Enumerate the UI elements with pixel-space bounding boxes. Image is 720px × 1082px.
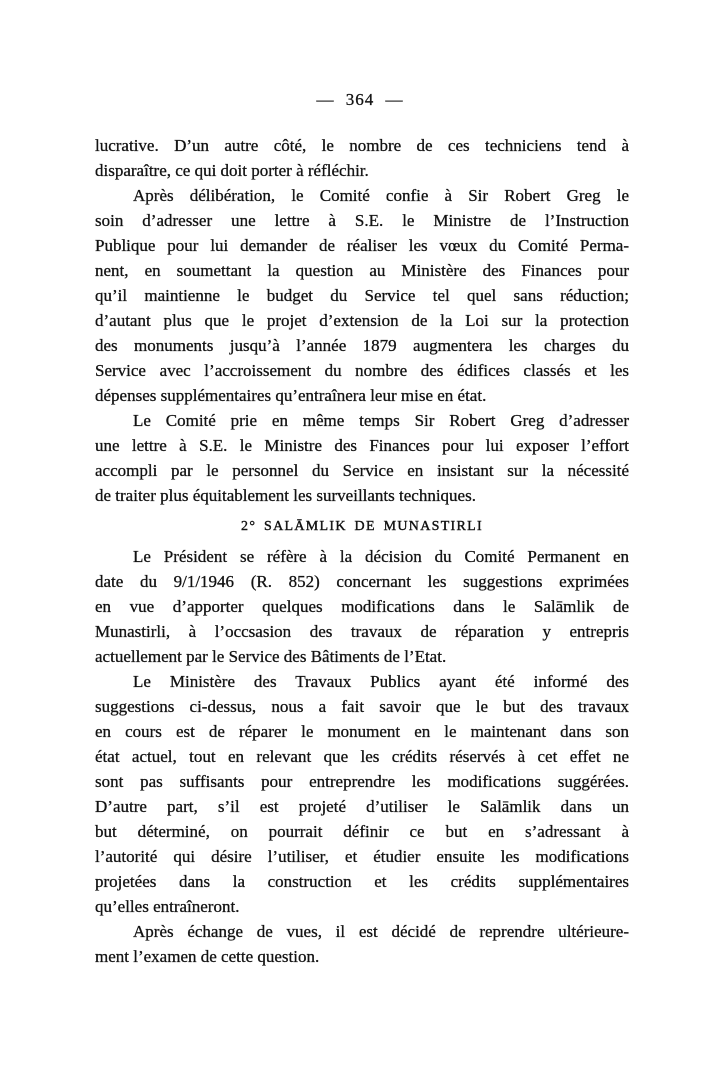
text-line: disparaître, ce qui doit porter à réfléchir. [95, 161, 369, 180]
text-line: but déterminé, on pourrait définir ce but en s’adressant à [95, 822, 629, 841]
paragraph [95, 183, 629, 408]
text-line: Le Comité prie en même temps Sir Robert Greg d’adresser [133, 411, 629, 430]
paragraph [95, 669, 629, 919]
text-line: Après échange de vues, il est décidé de reprendre ultérieure- [133, 922, 629, 941]
text-line: Munastirli, à l’occsasion des travaux de réparation y entrepris [95, 622, 629, 641]
text-line: Le Président se réfère à la décision du Comité Permanent en [133, 547, 629, 566]
text-line: Le Ministère des Travaux Publics ayant été informé des [133, 672, 629, 691]
text-line: une lettre à S.E. le Ministre des Finances pour lui exposer l’effort [95, 436, 629, 455]
text-line: qu’il maintienne le budget du Service tel quel sans réduction; [95, 286, 629, 305]
text-line: en cours est de réparer le monument en le maintenant dans son [95, 722, 629, 741]
text-line: sont pas suffisants pour entreprendre les modifications suggérées. [95, 772, 629, 791]
text-line: projetées dans la construction et les crédits supplémentaires [95, 872, 629, 891]
text-line: ment l’examen de cette question. [95, 947, 320, 966]
text-line: Publique pour lui demander de réaliser les vœux du Comité Perma- [95, 236, 629, 255]
page-number: — 364 — [316, 90, 404, 109]
text-line: accompli par le personnel du Service en insistant sur la nécessité [95, 461, 629, 480]
text-line: Service avec l’accroissement du nombre des édifices classés et les [95, 361, 629, 380]
text-line: lucrative. D’un autre côté, le nombre de ces techniciens tend à [95, 136, 629, 155]
text-line: soin d’adresser une lettre à S.E. le Ministre de l’Instruction [95, 211, 629, 230]
text-line: D’autre part, s’il est projeté d’utiliser le Salāmlik dans un [95, 797, 629, 816]
paragraph [95, 919, 629, 969]
text-line: actuellement par le Service des Bâtiments de l’Etat. [95, 647, 447, 666]
text-line: des monuments jusqu’à l’année 1879 augmentera les charges du [95, 336, 629, 355]
text-line: suggestions ci-dessus, nous a fait savoir que le but des travaux [95, 697, 629, 716]
text-line: état actuel, tout en relevant que les crédits réservés à cet effet ne [95, 747, 629, 766]
text-line: d’autant plus que le projet d’extension de la Loi sur la protection [95, 311, 629, 330]
text-line: qu’elles entraîneront. [95, 897, 240, 916]
paragraph [95, 133, 629, 183]
text-line: nent, en soumettant la question au Ministère des Finances pour [95, 261, 629, 280]
text-line: dépenses supplémentaires qu’entraînera leur mise en état. [95, 386, 487, 405]
paragraph [95, 408, 629, 508]
text-line: en vue d’apporter quelques modifications dans le Salāmlik de [95, 597, 629, 616]
text-line: de traiter plus équitablement les surveillants techniques. [95, 486, 476, 505]
paragraph [95, 544, 629, 669]
text-line: Après délibération, le Comité confie à Sir Robert Greg le [133, 186, 629, 205]
text-line: l’autorité qui désire l’utiliser, et étudier ensuite les modifications [95, 847, 629, 866]
text-line: date du 9/1/1946 (R. 852) concernant les suggestions exprimées [95, 572, 629, 591]
page-body [95, 133, 629, 969]
section-heading: 2° SALĀMLIK DE MUNASTIRLI [241, 519, 483, 534]
